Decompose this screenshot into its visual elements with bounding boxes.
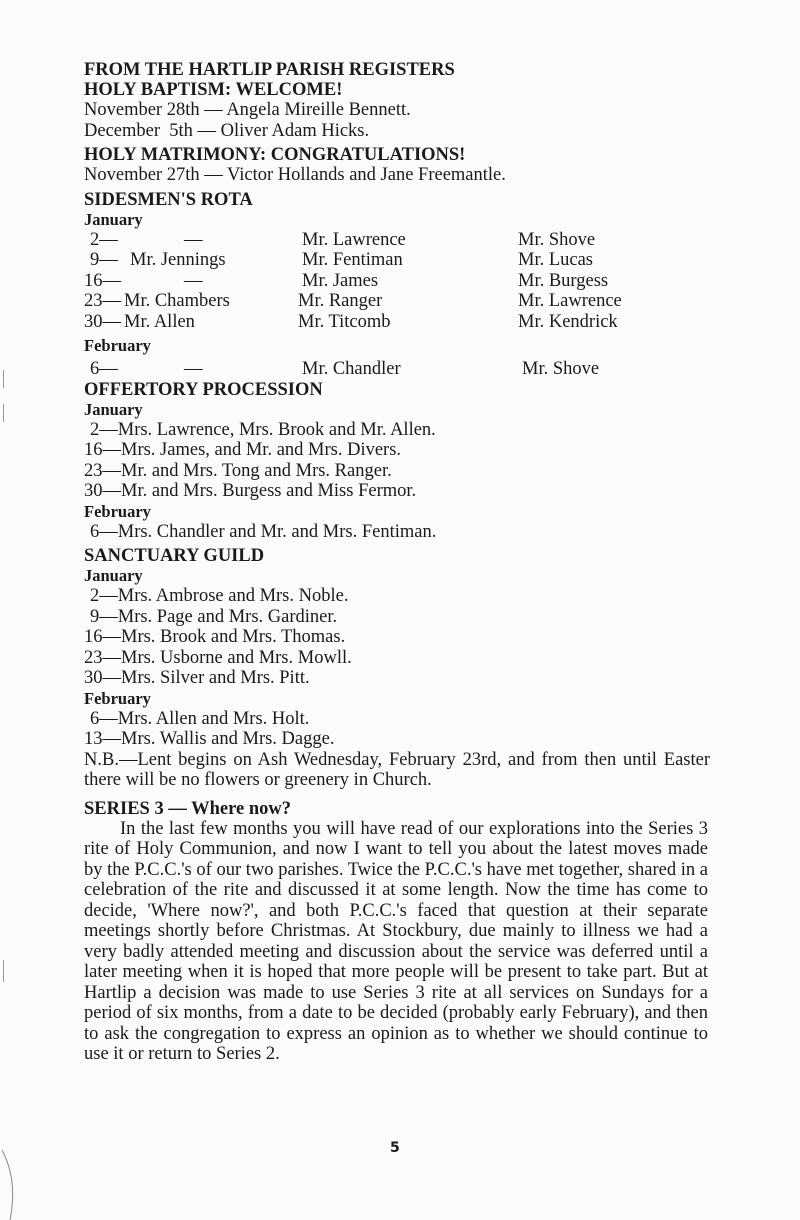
rota-name-c: Mr. Kendrick <box>518 311 618 332</box>
rota-name-c: Mr. Lucas <box>518 250 594 270</box>
rota-date: 23— <box>84 291 121 311</box>
rota-row <box>84 359 714 380</box>
month-label: February <box>84 501 151 521</box>
lent-note: N.B.—Lent begins on Ash Wednesday, February 23rd, and from then until Easter there will be no flowers or greenery in Church. <box>84 749 710 790</box>
rota-date: 16— <box>84 270 121 291</box>
rota-name-a: — <box>184 229 203 250</box>
sanctuary-entry: 9—Mrs. Page and Mrs. Gardiner. <box>90 606 338 627</box>
rota-name-b: Mr. Ranger <box>298 291 383 311</box>
page-title: FROM THE HARTLIP PARISH REGISTERS <box>84 60 455 80</box>
rota-name-a: — <box>184 359 203 379</box>
month-label: January <box>84 566 143 585</box>
sanctuary-heading: SANCTUARY GUILD <box>84 546 265 566</box>
rota-name-c: Mr. Lawrence <box>518 291 622 311</box>
rota-row <box>84 230 714 251</box>
margin-mark <box>3 960 4 982</box>
series3-heading: SERIES 3 — Where now? <box>84 798 291 819</box>
rota-name-c: Mr. Burgess <box>518 270 609 291</box>
month-label: January <box>84 209 143 229</box>
series3-body: In the last few months you will have read of our explorations into the Series 3 rite of Holy Communion, and now I want to tell you about the latest moves made by the P.C.C.'s of our two parishes. Twice the P.C.C.'s have met together, shared in a celebration of the rite and discussed it at some length. Now the time has come to decide, 'Where now?', and both P.C.C.'s faced that question at their separate meetings shortly before Christmas. At Stockbury, due mainly to illness we had a very badly attended meeting and discussion about the service was deferred until a later meeting when it is hoped that more people will be present to take part. But at Hartlip a decision was made to use Series 3 rite at all services on Sundays for a period of six months, from a date to be decided (probably early February), and then to ask the congregation to express an opinion as to whether we should continue to use it or return to Series 2. <box>84 818 708 1064</box>
rota-name-a: Mr. Allen <box>124 311 195 332</box>
margin-mark <box>3 404 4 422</box>
rota-row <box>84 291 714 312</box>
rota-name-b: Mr. Fentiman <box>302 250 403 270</box>
rota-date: 9— <box>90 250 118 270</box>
sanctuary-entry: 6—Mrs. Allen and Mrs. Holt. <box>90 708 310 729</box>
rota-name-b: Mr. Titcomb <box>298 311 391 332</box>
parish-page <box>84 60 714 1065</box>
month-label: January <box>84 399 143 419</box>
rota-date: 6— <box>90 359 118 379</box>
sidesmen-heading: SIDESMEN'S ROTA <box>84 189 253 210</box>
matrimony-entry: November 27th — Victor Hollands and Jane Freemantle. <box>84 165 506 185</box>
baptism-heading: HOLY BAPTISM: WELCOME! <box>84 80 343 100</box>
matrimony-heading: HOLY MATRIMONY: CONGRATULATIONS! <box>84 145 466 165</box>
sanctuary-entry: 13—Mrs. Wallis and Mrs. Dagge. <box>84 729 335 749</box>
sanctuary-entry: 23—Mrs. Usborne and Mrs. Mowll. <box>84 647 352 668</box>
baptism-entry: December 5th — Oliver Adam Hicks. <box>84 120 370 141</box>
page-edge-curve <box>0 1150 40 1220</box>
rota-name-b: Mr. Lawrence <box>302 229 406 250</box>
rota-date: 30— <box>84 311 121 332</box>
rota-name-a: — <box>184 270 203 291</box>
rota-name-a: Mr. Chambers <box>124 291 230 311</box>
sanctuary-entry: 30—Mrs. Silver and Mrs. Pitt. <box>84 668 310 688</box>
margin-mark <box>3 370 4 388</box>
rota-name-c: Mr. Shove <box>518 229 596 250</box>
rota-name-c: Mr. Shove <box>522 359 600 379</box>
rota-row <box>84 271 714 292</box>
rota-date: 2— <box>90 229 118 250</box>
month-label: February <box>84 336 151 355</box>
baptism-entry: November 28th — Angela Mireille Bennett. <box>84 100 411 120</box>
rota-row <box>84 312 714 333</box>
month-label: February <box>84 688 151 708</box>
offertory-entry: 16—Mrs. James, and Mr. and Mrs. Divers. <box>84 440 402 460</box>
rota-name-b: Mr. Chandler <box>302 359 401 379</box>
offertory-entry: 2—Mrs. Lawrence, Mrs. Brook and Mr. Allen. <box>90 419 436 440</box>
offertory-heading: OFFERTORY PROCESSION <box>84 379 323 400</box>
rota-name-a: Mr. Jennings <box>130 250 226 270</box>
sanctuary-entry: 16—Mrs. Brook and Mrs. Thomas. <box>84 627 346 647</box>
page-number: 5 <box>390 1140 400 1156</box>
offertory-entry: 30—Mr. and Mrs. Burgess and Miss Fermor. <box>84 481 417 501</box>
rota-name-b: Mr. James <box>302 270 379 291</box>
rota-row <box>84 250 714 271</box>
offertory-entry: 23—Mr. and Mrs. Tong and Mrs. Ranger. <box>84 460 392 481</box>
offertory-entry: 6—Mrs. Chandler and Mr. and Mrs. Fentiman. <box>90 521 437 542</box>
sanctuary-entry: 2—Mrs. Ambrose and Mrs. Noble. <box>90 586 349 606</box>
